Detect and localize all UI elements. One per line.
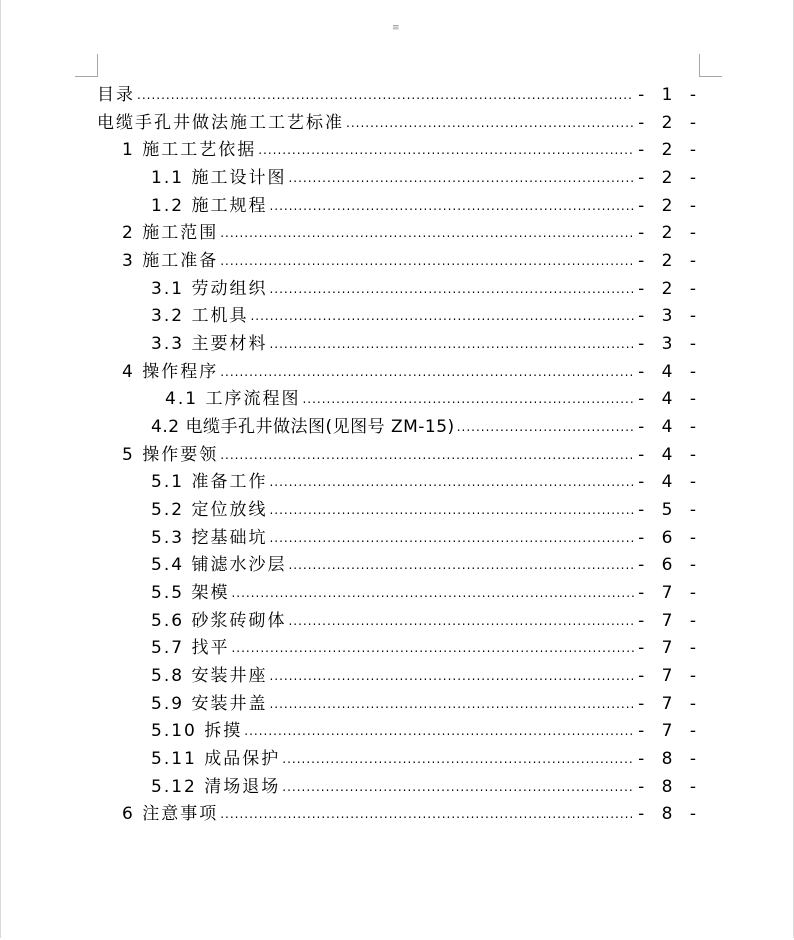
toc-entry-title: 5.12 清场退场: [151, 777, 281, 797]
toc-entry[interactable]: [165, 384, 702, 411]
toc-leader: [250, 309, 634, 323]
toc-entry-page: - 4 -: [638, 417, 702, 437]
toc-entry[interactable]: [122, 440, 702, 467]
toc-leader: [346, 116, 634, 130]
toc-leader: [220, 365, 634, 379]
toc-entry[interactable]: [151, 274, 702, 301]
toc-entry[interactable]: [151, 523, 702, 550]
toc-entry-page: - 8 -: [638, 749, 702, 769]
toc-entry-page: - 2 -: [638, 196, 702, 216]
toc-entry-title: 5.9 安装井盖: [151, 694, 268, 714]
toc-entry[interactable]: [151, 606, 702, 633]
toc-leader: [288, 558, 634, 572]
toc-entry-title: 3.2 工机具: [151, 306, 249, 326]
toc-leader: [231, 641, 634, 655]
toc-entry[interactable]: [151, 661, 702, 688]
toc-leader: [220, 254, 634, 268]
toc-entry[interactable]: [122, 799, 702, 826]
toc-entry-page: - 2 -: [638, 168, 702, 188]
toc-entry-title: 3 施工准备: [122, 251, 219, 271]
toc-leader: [288, 614, 634, 628]
toc-entry-page: - 3 -: [638, 334, 702, 354]
toc-entry[interactable]: [151, 578, 702, 605]
toc-leader: [269, 337, 634, 351]
toc-leader: [220, 226, 634, 240]
toc-entry[interactable]: [122, 218, 702, 245]
toc-leader: [137, 88, 634, 102]
toc-entry-title: 5.5 架模: [151, 583, 230, 603]
toc-entry-title: 3.3 主要材料: [151, 334, 268, 354]
toc-entry[interactable]: [151, 163, 702, 190]
toc-entry[interactable]: [122, 246, 702, 273]
toc-entry-title: 5.11 成品保护: [151, 749, 281, 769]
toc-entry[interactable]: [151, 495, 702, 522]
toc-entry-title: 5.1 准备工作: [151, 472, 268, 492]
toc-entry-title: 5.3 挖基础坑: [151, 528, 268, 548]
toc-leader: [269, 282, 634, 296]
toc-entry-title: 目录: [97, 85, 135, 105]
toc-entry[interactable]: [151, 467, 702, 494]
toc-entry-title: 4.1 工序流程图: [165, 389, 301, 409]
toc-leader: [269, 531, 634, 545]
toc-entry-title: 电缆手孔井做法施工工艺标准: [97, 113, 344, 133]
toc-entry-title: 5.2 定位放线: [151, 500, 268, 520]
margin-corner-top-left: [75, 54, 98, 77]
toc-leader: [231, 586, 634, 600]
toc-entry-title: 5.4 铺滤水沙层: [151, 555, 287, 575]
toc-entry[interactable]: [151, 716, 702, 743]
toc-entry[interactable]: [122, 135, 702, 162]
toc-entry[interactable]: [151, 301, 702, 328]
toc-leader: [269, 199, 634, 213]
toc-entry[interactable]: [151, 689, 702, 716]
toc-entry-page: - 7 -: [638, 638, 702, 658]
toc-entry-page: - 4 -: [638, 472, 702, 492]
toc-entry-title: 5.6 砂浆砖砌体: [151, 611, 287, 631]
toc-entry-page: - 7 -: [638, 721, 702, 741]
toc-entry-page: - 2 -: [638, 223, 702, 243]
toc-entry-page: - 7 -: [638, 611, 702, 631]
toc-leader: [258, 143, 634, 157]
toc-entry[interactable]: [97, 108, 702, 135]
toc-entry-page: - 1 -: [638, 85, 702, 105]
toc-leader: [269, 669, 634, 683]
toc-leader: [269, 475, 634, 489]
margin-corner-top-right: [699, 54, 722, 77]
toc-leader: [269, 503, 634, 517]
toc-entry[interactable]: [151, 550, 702, 577]
toc-entry[interactable]: [151, 329, 702, 356]
toc-entry-title: 3.1 劳动组织: [151, 279, 268, 299]
toc-entry-title: 1.1 施工设计图: [151, 168, 287, 188]
toc-entry-title: 5.10 拆摸: [151, 721, 243, 741]
toc-entry-page: - 8 -: [638, 777, 702, 797]
toc-entry-page: - 6 -: [638, 528, 702, 548]
toc-entry-page: - 4 -: [638, 362, 702, 382]
toc-entry[interactable]: [151, 744, 702, 771]
toc-entry-page: - 4 -: [638, 445, 702, 465]
toc-entry[interactable]: [151, 633, 702, 660]
toc-entry[interactable]: [151, 412, 702, 439]
toc-entry-title: 5.8 安装井座: [151, 666, 268, 686]
toc-entry-title: 1.2 施工规程: [151, 196, 268, 216]
toc-entry-page: - 2 -: [638, 279, 702, 299]
toc-entry-page: - 3 -: [638, 306, 702, 326]
paragraph-mark-icon: ≡: [392, 23, 400, 33]
toc-leader: [282, 780, 634, 794]
toc-entry-title: 1 施工工艺依据: [122, 140, 257, 160]
toc-leader: [269, 697, 634, 711]
toc-entry[interactable]: [97, 80, 702, 107]
toc-entry-page: - 8 -: [638, 804, 702, 824]
toc-entry-page: - 7 -: [638, 583, 702, 603]
toc-entry-page: - 2 -: [638, 251, 702, 271]
toc-entry-title: 6 注意事项: [122, 804, 219, 824]
toc-entry-title: 2 施工范围: [122, 223, 219, 243]
toc-leader: [220, 448, 634, 462]
toc-entry[interactable]: [122, 357, 702, 384]
toc-entry-title: 4 操作程序: [122, 362, 219, 382]
toc-entry-title: 5.7 找平: [151, 638, 230, 658]
toc-entry-page: - 4 -: [638, 389, 702, 409]
toc-entry-title: 4.2 电缆手孔井做法图(见图号 ZM-15): [151, 417, 455, 437]
toc-entry-page: - 6 -: [638, 555, 702, 575]
toc-leader: [288, 171, 634, 185]
toc-entry-title: 5 操作要领: [122, 445, 219, 465]
toc-entry-page: - 2 -: [638, 140, 702, 160]
toc-leader: [302, 392, 634, 406]
toc-entry-page: - 2 -: [638, 113, 702, 133]
toc-entry[interactable]: [151, 191, 702, 218]
toc-leader: [282, 752, 634, 766]
toc-entry[interactable]: [151, 772, 702, 799]
toc-entry-page: - 7 -: [638, 666, 702, 686]
toc-entry-page: - 5 -: [638, 500, 702, 520]
toc-entry-page: - 7 -: [638, 694, 702, 714]
toc-leader: [244, 724, 634, 738]
toc-leader: [220, 807, 634, 821]
toc-leader: [457, 420, 634, 434]
